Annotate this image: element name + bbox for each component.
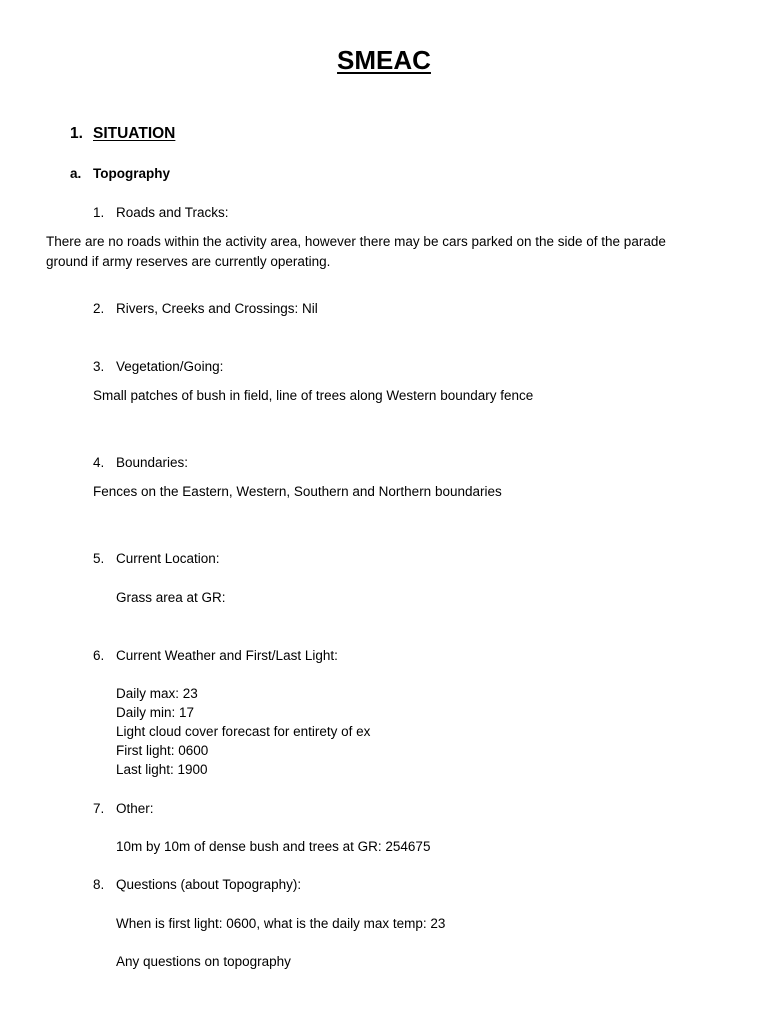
subsection-label: Topography [93,166,170,181]
item-number: 3. [93,359,105,374]
item-label: Other: [116,801,154,816]
list-item-location [93,551,220,566]
section-label: SITUATION [93,125,176,142]
item-number: 7. [93,801,105,816]
item-label: Questions (about Topography): [116,877,302,892]
section-number: 1. [70,125,83,142]
item-body-roads: There are no roads within the activity area, however there may be cars parked on the side of the parade ground if army reserves are currently operating. [46,234,666,269]
item-label: Roads and Tracks: [116,205,229,220]
weather-line: First light: 0600 [116,743,209,758]
list-item-rivers [93,301,318,316]
item-label: Boundaries: [116,455,189,470]
document-title: SMEAC [337,45,431,75]
questions-line: When is first light: 0600, what is the daily max temp: 23 [116,916,446,931]
section-heading [70,125,175,143]
questions-line: Any questions on topography [116,954,291,969]
list-item-questions [93,877,301,892]
item-number: 1. [93,205,105,220]
weather-line: Daily min: 17 [116,705,195,720]
list-item-weather [93,648,338,663]
subsection-number: a. [70,166,82,181]
item-label: Rivers, Creeks and Crossings: Nil [116,301,318,316]
item-number: 8. [93,877,105,892]
subsection-heading [70,166,170,181]
item-body-vegetation: Small patches of bush in field, line of trees along Western boundary fence [93,388,534,403]
weather-line: Light cloud cover forecast for entirety of ex [116,724,371,739]
item-number: 5. [93,551,105,566]
weather-line: Daily max: 23 [116,686,198,701]
item-label: Vegetation/Going: [116,359,224,374]
list-item-boundaries [93,455,188,470]
item-body-boundaries: Fences on the Eastern, Western, Southern and Northern boundaries [93,484,502,499]
item-number: 2. [93,301,105,316]
item-number: 4. [93,455,105,470]
list-item-roads [93,205,229,220]
list-item-vegetation [93,359,223,374]
item-number: 6. [93,648,105,663]
list-item-other [93,801,154,816]
item-body-location: Grass area at GR: [116,590,226,605]
item-label: Current Weather and First/Last Light: [116,648,338,663]
item-body-other: 10m by 10m of dense bush and trees at GR: 254675 [116,839,431,854]
weather-line: Last light: 1900 [116,762,208,777]
item-label: Current Location: [116,551,220,566]
